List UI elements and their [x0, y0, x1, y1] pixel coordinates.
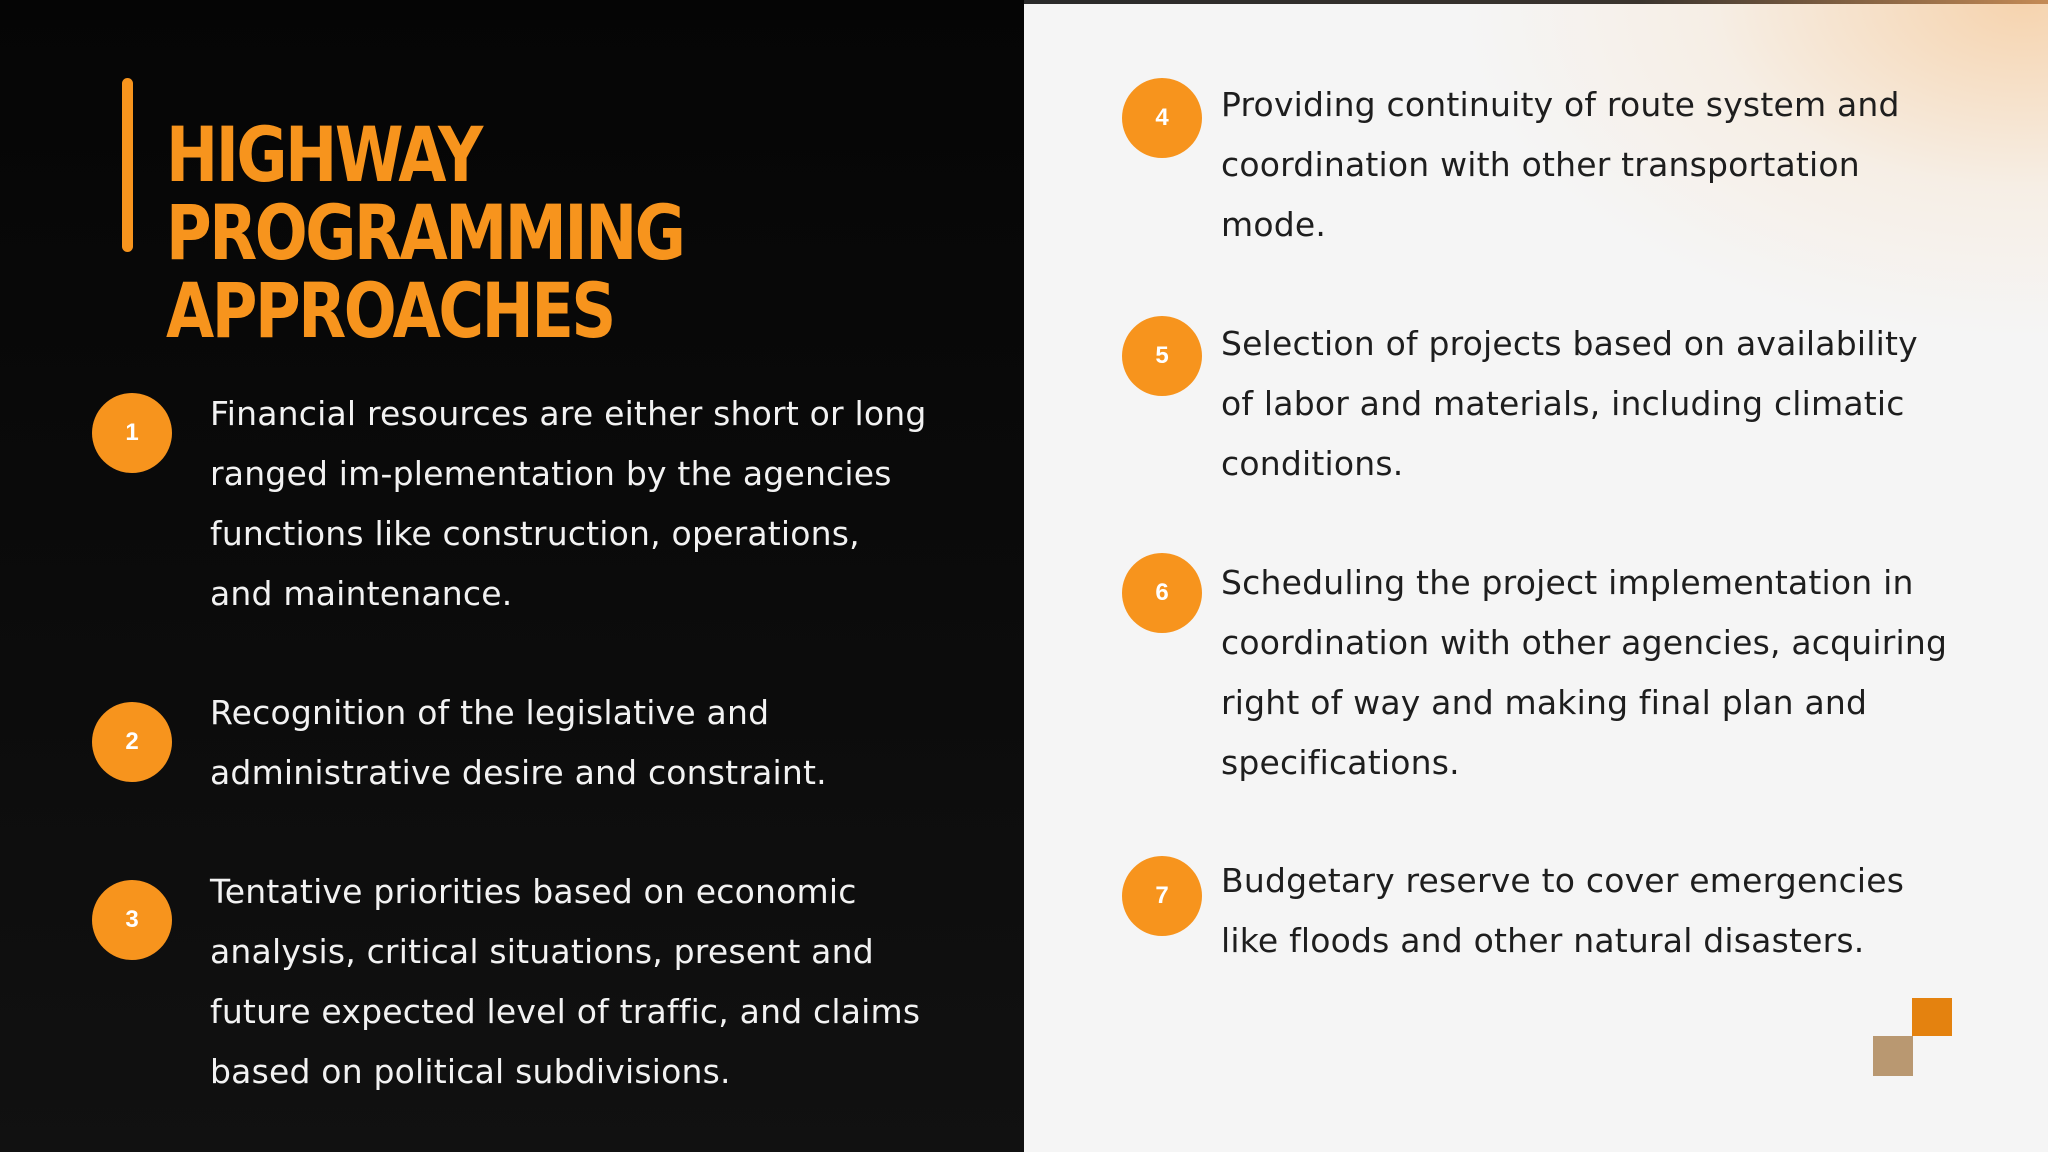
number-badge-7: 7	[1122, 856, 1202, 936]
slide-title-line-1: HIGHWAY PROGRAMMING	[166, 110, 684, 277]
title-accent-bar	[122, 78, 133, 252]
list-item-text-4: Providing continuity of route system and coordination with other transportation mode.	[1221, 85, 1900, 244]
list-item-text-1: Financial resources are either short or long ranged im-plementation by the agencies functions like construction, operations, and maintenance.	[210, 394, 927, 613]
number-badge-5: 5	[1122, 316, 1202, 396]
number-badge-2: 2	[92, 702, 172, 782]
list-item-text-5: Selection of projects based on availability of labor and materials, including climatic conditions.	[1221, 324, 1918, 483]
slide-title-line-2: APPROACHES	[166, 266, 614, 355]
list-item-text-6: Scheduling the project implementation in coordination with other agencies, acquiring right of way and making final plan and specifications.	[1221, 563, 1948, 782]
number-badge-3: 3	[92, 880, 172, 960]
decorative-square-orange	[1912, 998, 1952, 1036]
number-badge-4: 4	[1122, 78, 1202, 158]
top-accent-line	[1024, 0, 2048, 4]
list-item-text-7: Budgetary reserve to cover emergencies like floods and other natural disasters.	[1221, 861, 1905, 960]
list-item-text-2: Recognition of the legislative and administrative desire and constraint.	[210, 693, 827, 792]
right-panel	[1024, 0, 2048, 1152]
slide-title	[166, 110, 789, 355]
decorative-square-tan	[1873, 1036, 1913, 1076]
number-badge-6: 6	[1122, 553, 1202, 633]
number-badge-1: 1	[92, 393, 172, 473]
list-item-text-3: Tentative priorities based on economic analysis, critical situations, present and future expected level of traffic, and claims based on political subdivisions.	[210, 872, 921, 1091]
